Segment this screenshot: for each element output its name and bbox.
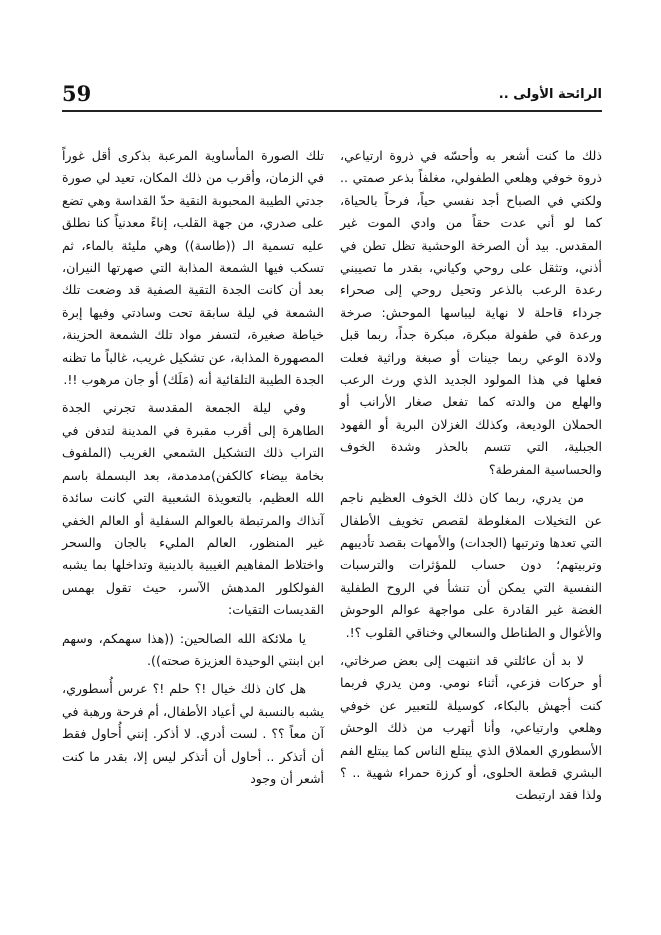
paragraph: من يدري، ربما كان ذلك الخوف العظيم ناجم عن التخيلات المغلوطة لقصص تخويف الأطفال التي تعدها وترتبها (الجدات) والأمهات بقصد تأديبهم وتربيتهم؛ دون حساب للمؤثرات والترسبات النفسية التي يمكن أن تنشأ في الروح الطفلية الغضة غير القادرة على مواجهة عوالم الوحوش والأغوال و الطناطل والسعالي وخناقي القلوب ؟!.	[340, 490, 602, 640]
page-header	[62, 82, 602, 112]
page-number: 59	[62, 81, 92, 106]
paragraph: لا بد أن عائلتي قد انتبهت إلى بعض صرخاتي، أو حركات فزعي، أثناء نومي. ومن يدري فربما كنت أجهش بالبكاء، كوسيلة للتعبير عن خوفي وهلعي وارتياعي، وأنا أتهرب من ذلك الوحش الأسطوري العملاق الذي يبتلع الناس كما يبتلع الفم البشري قطعة الحلوى، أو كرزة حمراء شهية .. ؟ ولذا فقد ارتبطت	[340, 652, 602, 803]
paragraph: هل كان ذلك خيال !؟ حلم !؟ عرس أُسطوري، يشبه بالنسبة لي أعياد الأطفال، أم فرحة ورهبة في آن معاً ؟؟ . لست أدري. لا أذكر. إنني أُحاول فقط أن أتذكر .. أحاول أن أتذكر ليس إلا، بقدر ما كنت أشعر أن وجود	[62, 681, 324, 786]
header-rule	[62, 110, 602, 112]
running-title: الرائحة الأولى ..	[498, 87, 602, 102]
paragraph: يا ملائكة الله الصالحين: ((هذا سهمكم، وسهم ابن ابنتي الوحيدة العزيزة صحته)).	[62, 630, 324, 668]
paragraph: ذلك ما كنت أشعر به وأحسّه في ذروة ارتياعي، ذروة خوفي وهلعي الطفولي، مغلفاً بذعر صمتي .. ولكني في الصباح أجد نفسي حياً، فرحاً بالحياة، كما لو أني عدت حقاً من وادي الموت غير المقدس. بيد أن الصرخة الوحشية تظل تطن في أذني، وتثقل على روحي وكياني، بقدر ما تصيبني رعدة الرعب بالذعر وتحيل روحي إلى صحراء جرداء قاحلة لا نهاية ليباسها الموحش: صرخة ورعدة في طفولة مبكرة، مبكرة جداً، ربما قبل ولادة الوعي ربما جينات أو صبغة وراثية فعلت فعلها في هذا المولود الجديد الذي ورث الرعب والهلع من والدته كما تفعل صغار الأرانب أو الحملان الوديعة، وكذلك الغزلان البرية أو الفهود الجبلية، التي تتسم بالحذر وشدة الخوف والحساسية المفرطة؟	[340, 148, 602, 477]
left-text-column	[62, 145, 324, 790]
right-text-column	[340, 145, 602, 807]
paragraph: وفي ليلة الجمعة المقدسة تجرني الجدة الطاهرة إلى أقرب مقبرة في المدينة لتدفن في التراب ذلك التشكيل الشمعي الغريب (الملفوف بخامة بيضاء كالكفن)مدمدمة، بعد البسملة باسم الله العظيم، بالتعويذة الشعبية التي كانت سائدة آنذاك والمرتبطة بالعوالم السفلية أو العالم الخفي غير المنظور، العالم المليء بالجان والسحر واختلاط المفاهيم الغيبية بالدينية وتداخلها بما يشبه الفولكلور المدهش الآسر، حيث تقول بهمس القديسات التقيات:	[62, 400, 324, 618]
paragraph: تلك الصورة المأساوية المرعبة بذكرى أقل غوراً في الزمان، وأقرب من ذلك المكان، تعيد لي صورة جدتي الطيبة المحبوبة النقية حدّ القداسة وهي تضع على صدري، من جهة القلب، إناءً معدنياً كنا نطلق عليه تسمية الـ ((طاسة)) وهي مليئة بالماء، ثم تسكب فيها الشمعة المذابة التي صهرتها النيران، بعد أن كانت الجدة التقية الصفية قد وضعت تلك الشمعة في ليلة سابقة تحت وسادتي وفيها إبرة خياطة صغيرة، لتسفر مواد تلك الشمعة الحزينة، المصهورة المذابة، عن تشكيل غريب، غالباً ما تظنه الجدة الطيبة التلقائية أنه (مَلَك) أو جان مرهوب !!.	[62, 148, 324, 388]
